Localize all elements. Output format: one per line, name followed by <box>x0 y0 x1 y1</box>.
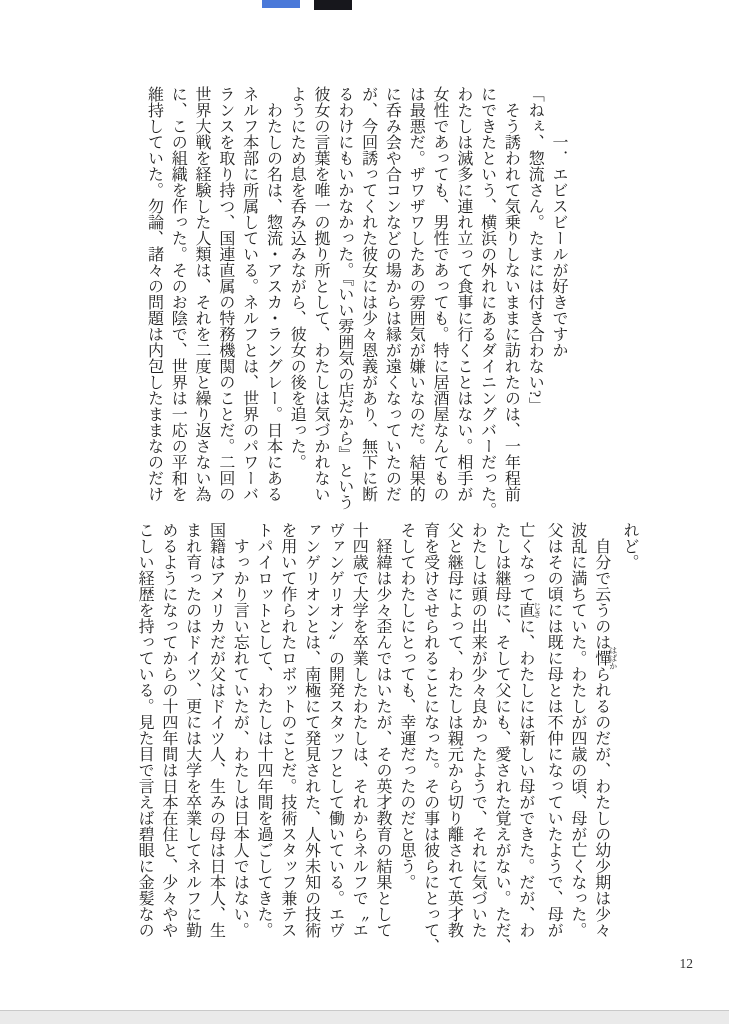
text-column: 亡くなって直 じきに、わたしには新しい母ができた。だが、わ <box>516 522 542 938</box>
text-column: わたしは頭の出来が少々良かったようで、それに気づいた <box>469 522 487 938</box>
text-tier-top <box>142 86 641 522</box>
text-column: 父と継母によって、わたしは親元から切り離されて英才教 <box>445 522 463 938</box>
text-column: 「ねぇ、惣流さん。たまには付き合わない?」 <box>526 86 544 414</box>
text-tier-bottom <box>132 522 641 964</box>
text-column: すっかり言い忘れていたが、わたしは日本人ではない。 <box>231 522 249 938</box>
text-column: わたしは滅多に連れ立って食事に行くことはない。相手が <box>454 86 472 502</box>
text-column: 国籍はアメリカだが父はドイツ人、生みの母は日本人、生 <box>207 522 225 938</box>
text-column: たしは継母に、そして父にも、愛された覚えがない。ただ、 <box>493 522 511 954</box>
text-column: そう誘われて気乗りしないままに訪れたのは、一年程前 <box>502 86 520 502</box>
text-column: 波乱に満ちていた。わたしが四歳の頃、母が亡くなった。 <box>568 522 586 938</box>
text-column: ネルフ本部に所属している。ネルフとは、世界のパワーバ <box>240 86 258 502</box>
text-column: 世界大戦を経験した人類は、それを二度と繰り返さない為 <box>193 86 211 502</box>
text-column: めるようになってからの十四年間は日本在住と、少々やや <box>159 522 177 938</box>
text-column: わたしの名は、惣流・アスカ・ラングレー。日本にある <box>264 86 282 502</box>
text-column: を用いて作られたロボットのことだ。技術スタッフ兼テス <box>278 522 296 938</box>
text-column: そしてわたしにとっても、幸運だったのだと思う。 <box>397 522 415 890</box>
text-column: こしい経歴を持っている。見た目で言えば碧眼に金髪なの <box>136 522 154 938</box>
text-column: に呑み会や合コンなどの場からは縁が遠くなっていたのだ <box>383 86 401 502</box>
text-column: ヴァンゲリオン〟の開発スタッフとして働いている。エヴ <box>326 522 344 938</box>
text-column: は最悪だ。ザワザワしたあの雰囲気が嫌いなのだ。結果的 <box>407 86 425 502</box>
text-column: ランスを取り持つ、国連直属の特務機関のことだ。二回の <box>216 86 234 502</box>
top-edge-artifact-blue <box>262 0 300 8</box>
text-column: 自分で云うのは憚 はばかられるのだが、わたしの幼少期は少々 <box>592 522 618 938</box>
text-column: が、今回誘ってくれた彼女には少々恩義があり、無下に断 <box>359 86 377 502</box>
text-column: 十四歳で大学を卒業したわたしは、それからネルフで〝エ <box>350 522 368 938</box>
text-column: 経緯は少々歪んではいたが、その英才教育の結果として <box>374 522 392 938</box>
text-column: 彼女の言葉を唯一の拠り所として、わたしは気づかれない <box>312 86 330 502</box>
text-column: 女性であっても、男性であっても。特に居酒屋なんてもの <box>431 86 449 502</box>
text-column: に、この組織を作った。そのお陰で、世界は一応の平和を <box>169 86 187 502</box>
text-column: るわけにもいかなかった。『いい雰囲気の店だから』という <box>335 86 353 510</box>
page-bottom-edge <box>0 1010 729 1024</box>
text-column: にできたという、横浜の外れにあるダイニングバーだった。 <box>478 86 496 518</box>
text-column: 維持していた。勿論、諸々の問題は内包したままなのだけ <box>145 86 163 502</box>
text-column: 父はその頃には既に母とは不仲になっていたようで、母が <box>545 522 563 938</box>
page-number: 12 <box>679 956 693 971</box>
text-column: ようにため息を呑み込みながら、彼女の後を追った。 <box>288 86 306 470</box>
chapter-heading: 一．エビスビールが好きですか <box>550 134 567 358</box>
text-column: トパイロットとして、わたしは十四年間を過ごしてきた。 <box>255 522 273 938</box>
text-column: まれ育ったのはドイツ、更には大学を卒業してネルフに勤 <box>183 522 201 938</box>
text-column: 育を受けさせられることになった。その事は彼らにとって、 <box>421 522 439 954</box>
text-column: れど。 <box>621 522 638 570</box>
text-column: ァンゲリオンとは、南極にて発見された、人外未知の技術 <box>302 522 320 938</box>
top-edge-artifact-dark <box>314 0 352 10</box>
